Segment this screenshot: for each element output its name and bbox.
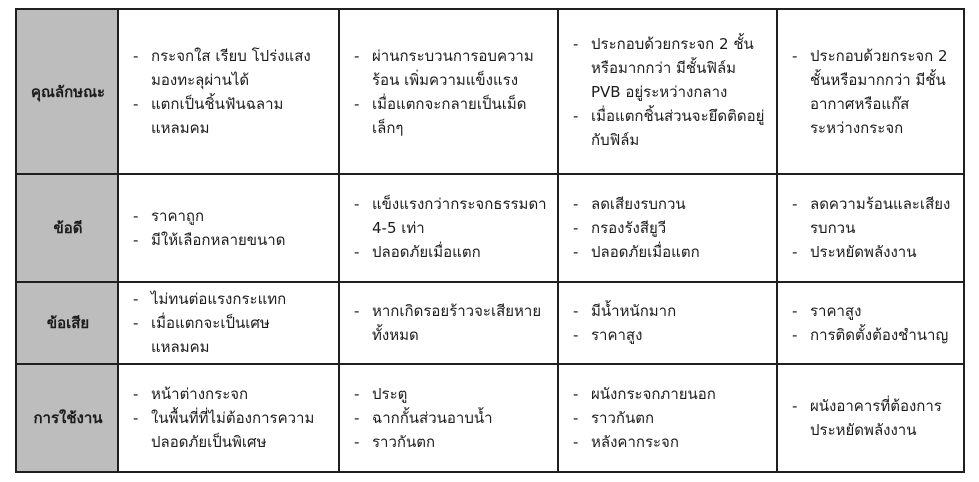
table-cell [339, 282, 558, 364]
table-cell [339, 9, 558, 174]
bullet-list [131, 287, 328, 359]
list-item: - ปลอดภัยเมื่อแตก [571, 240, 766, 264]
row-characteristics [16, 9, 964, 174]
list-item: - ประกอบด้วยกระจก 2 ชั้นหรือมากกว่า มีชั้นฟิล์ม PVB อยู่ระหว่างกลาง [571, 32, 766, 104]
row-header: การใช้งาน [16, 364, 118, 472]
table-cell [558, 282, 777, 364]
bullet-list [790, 192, 953, 264]
bullet-list [352, 382, 547, 454]
table-cell [118, 174, 339, 282]
list-item: - แตกเป็นชิ้นฟันฉลามแหลมคม [131, 92, 328, 140]
table-cell [558, 174, 777, 282]
bullet-list [571, 299, 766, 347]
row-header: ข้อเสีย [16, 282, 118, 364]
list-item: - การติดตั้งต้องชำนาญ [790, 323, 953, 347]
list-item: - ราวกันตก [571, 406, 766, 430]
table-cell [777, 364, 964, 472]
table-cell [118, 282, 339, 364]
glass-comparison-table [15, 8, 965, 473]
list-item: - เมื่อแตกชิ้นส่วนจะยึดติดอยู่กับฟิล์ม [571, 104, 766, 152]
bullet-list [131, 204, 328, 252]
list-item: - ไม่ทนต่อแรงกระแทก [131, 287, 328, 311]
bullet-list [352, 192, 547, 264]
table-cell [777, 174, 964, 282]
row-header: ข้อดี [16, 174, 118, 282]
bullet-list [571, 382, 766, 454]
list-item: - ราวกันตก [352, 430, 547, 454]
table-cell [118, 364, 339, 472]
table-cell [339, 364, 558, 472]
list-item: - มีให้เลือกหลายขนาด [131, 228, 328, 252]
list-item: - กรองรังสียูวี [571, 216, 766, 240]
row-advantages [16, 174, 964, 282]
bullet-list [131, 44, 328, 140]
list-item: - ราคาสูง [790, 299, 953, 323]
list-item: - หลังคากระจก [571, 430, 766, 454]
list-item: - เมื่อแตกจะเป็นเศษแหลมคม [131, 311, 328, 359]
list-item: - ประตู [352, 382, 547, 406]
list-item: - มีน้ำหนักมาก [571, 299, 766, 323]
bullet-list [790, 44, 953, 140]
table-cell [339, 174, 558, 282]
list-item: - ในพื้นที่ที่ไม่ต้องการความปลอดภัยเป็นพิเศษ [131, 406, 328, 454]
list-item: - หน้าต่างกระจก [131, 382, 328, 406]
list-item: - ประกอบด้วยกระจก 2 ชั้นหรือมากกว่า มีชั้นอากาศหรือแก๊สระหว่างกระจก [790, 44, 953, 140]
bullet-list [352, 44, 547, 140]
table-cell [558, 364, 777, 472]
row-usage [16, 364, 964, 472]
bullet-list [790, 299, 953, 347]
row-disadvantages [16, 282, 964, 364]
bullet-list [131, 382, 328, 454]
list-item: - แข็งแรงกว่ากระจกธรรมดา 4-5 เท่า [352, 192, 547, 240]
list-item: - ลดเสียงรบกวน [571, 192, 766, 216]
bullet-list [571, 192, 766, 264]
list-item: - ราคาสูง [571, 323, 766, 347]
list-item: - กระจกใส เรียบ โปร่งแสง มองทะลุผ่านได้ [131, 44, 328, 92]
list-item: - เมื่อแตกจะกลายเป็นเม็ดเล็กๆ [352, 92, 547, 140]
bullet-list [790, 394, 953, 442]
table-cell [118, 9, 339, 174]
table-cell [777, 9, 964, 174]
table-cell [558, 9, 777, 174]
list-item: - หากเกิดรอยร้าวจะเสียหายทั้งหมด [352, 299, 547, 347]
glass-comparison-table-wrapper [15, 8, 965, 473]
list-item: - ราคาถูก [131, 204, 328, 228]
list-item: - ลดความร้อนและเสียงรบกวน [790, 192, 953, 240]
list-item: - ผ่านกระบวนการอบความร้อน เพิ่มความแข็งแรง [352, 44, 547, 92]
list-item: - ผนังกระจกภายนอก [571, 382, 766, 406]
list-item: - ประหยัดพลังงาน [790, 240, 953, 264]
table-cell [777, 282, 964, 364]
row-header: คุณลักษณะ [16, 9, 118, 174]
bullet-list [571, 32, 766, 152]
list-item: - ปลอดภัยเมื่อแตก [352, 240, 547, 264]
list-item: - ฉากกั้นส่วนอาบน้ำ [352, 406, 547, 430]
bullet-list [352, 299, 547, 347]
list-item: - ผนังอาคารที่ต้องการประหยัดพลังงาน [790, 394, 953, 442]
